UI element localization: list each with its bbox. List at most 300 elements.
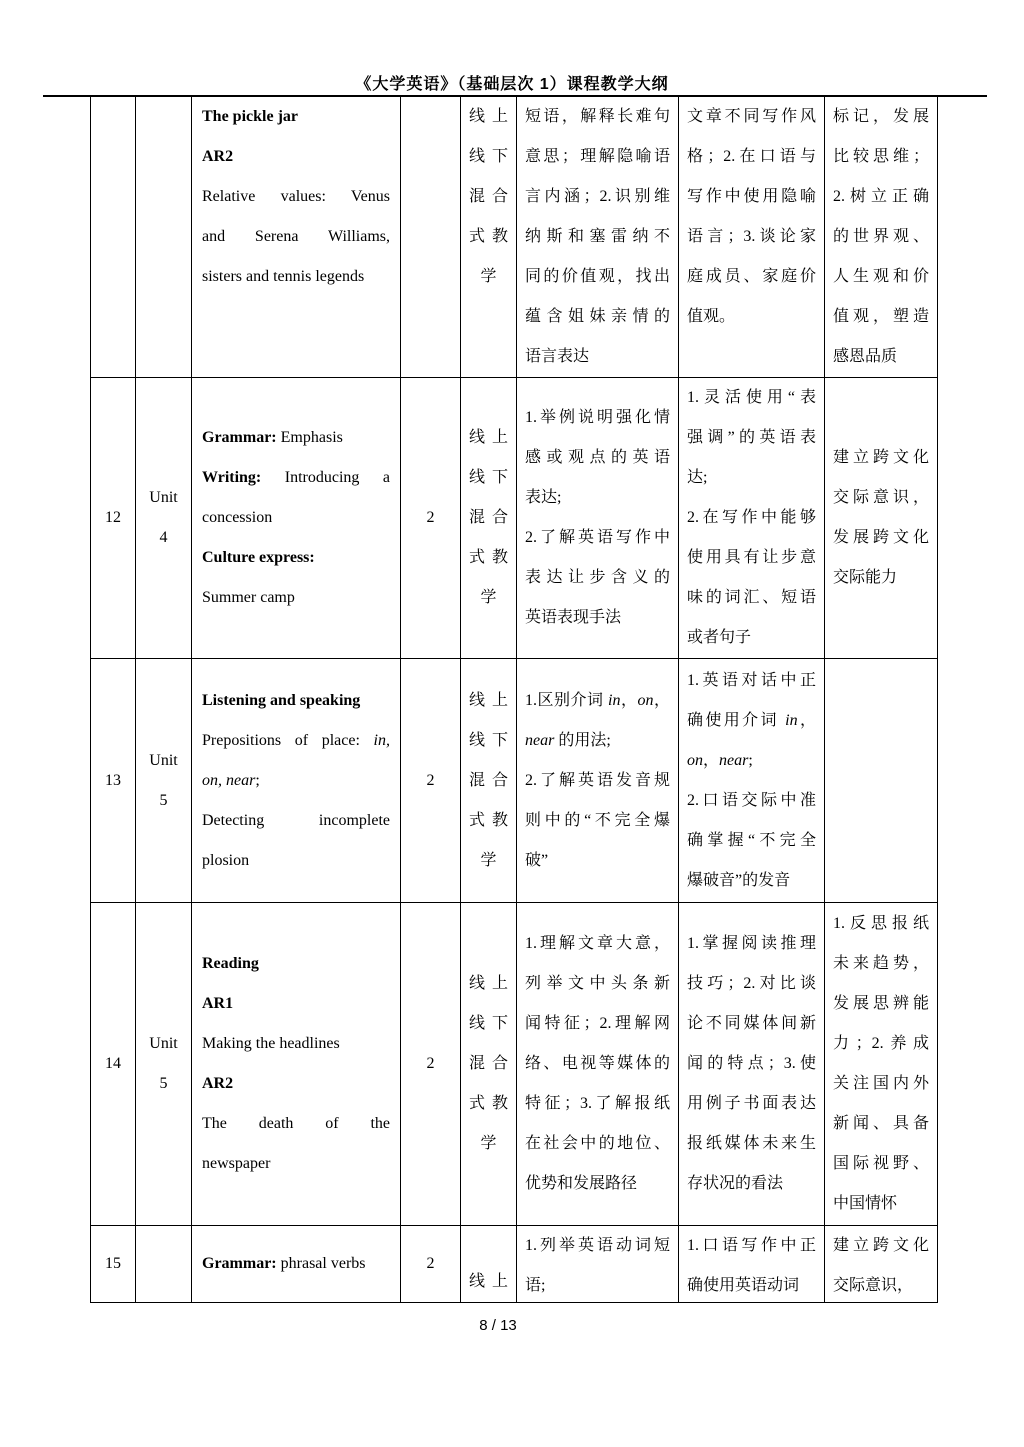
- text-run: 发展跨文化: [833, 529, 929, 546]
- text-run: on: [687, 751, 703, 769]
- text-run: 混合: [469, 1055, 508, 1072]
- text-line: [833, 944, 929, 984]
- text-run: near: [719, 751, 749, 769]
- text-run: 学: [480, 589, 497, 606]
- cell-content: [192, 378, 401, 659]
- text-run: 1.掌握阅读推理: [687, 935, 816, 952]
- text-run: 2: [426, 1255, 435, 1272]
- text-run: 使用具有让步意: [687, 549, 816, 566]
- page-title: 《大学英语》（基础层次 1）课程教学大纲: [355, 76, 669, 93]
- cell-objective-1: [517, 1226, 679, 1303]
- text-line: [202, 217, 390, 257]
- text-run: 格；2.在口语与: [687, 148, 816, 165]
- text-run: 5: [159, 791, 168, 809]
- cell-objective-2: [679, 97, 825, 378]
- text-line: [687, 661, 816, 701]
- text-run: 用例子书面表达: [687, 1095, 816, 1112]
- text-line: [469, 801, 508, 841]
- text-run: 技巧；2.对比谈: [687, 975, 816, 992]
- text-run: 纳斯和塞雷纳不: [525, 228, 670, 245]
- text-run: 语言；3.谈论家: [687, 228, 816, 245]
- text-line: [833, 97, 929, 137]
- text-line: [202, 257, 390, 297]
- text-run: 标记，发展: [833, 108, 929, 125]
- text-run: 2.在写作中能够: [687, 509, 816, 526]
- text-run: Relative values: Venus: [202, 188, 390, 205]
- text-run: 确掌握“不完全: [687, 831, 816, 849]
- text-line: [687, 1226, 816, 1266]
- text-run: 建立跨文化: [833, 1237, 929, 1254]
- text-line: [469, 681, 508, 721]
- text-run: 混合: [469, 771, 508, 789]
- cell-teaching-method: [461, 659, 517, 903]
- text-line: [525, 841, 670, 881]
- cell-row-number: [91, 1226, 136, 1303]
- text-run: 值观，塑造: [833, 308, 929, 325]
- cell-row-number: [91, 659, 136, 903]
- text-line: [687, 1266, 816, 1302]
- text-line: [144, 518, 183, 558]
- text-run: The pickle jar: [202, 108, 298, 125]
- cell-objective-1: [517, 97, 679, 378]
- text-run: 达;: [687, 469, 708, 486]
- text-run: ，: [703, 751, 720, 769]
- cell-objective-2: [679, 659, 825, 903]
- text-line: [833, 1104, 929, 1144]
- text-line: [833, 1226, 929, 1266]
- text-run: 2: [426, 771, 435, 789]
- text-line: [833, 177, 929, 217]
- cell-unit: [136, 903, 192, 1226]
- text-run: 闻特征；2.理解网: [525, 1015, 670, 1032]
- text-run: newspaper: [202, 1155, 271, 1172]
- text-run: AR2: [202, 148, 234, 165]
- text-run: 列举文中头条新: [525, 975, 670, 992]
- text-line: [525, 97, 670, 137]
- cell-objective-2: [679, 378, 825, 659]
- text-run: 络、电视等媒体的: [525, 1055, 670, 1072]
- table-row: [91, 97, 938, 378]
- cell-unit: [136, 378, 192, 659]
- text-run: 式教: [469, 1095, 508, 1112]
- text-line: [687, 97, 816, 137]
- text-line: [687, 741, 816, 781]
- text-run: Summer camp: [202, 589, 295, 606]
- text-run: 建立跨文化: [833, 449, 929, 466]
- text-line: [469, 1084, 508, 1124]
- cell-row-number: [91, 903, 136, 1226]
- text-run: 爆破音”的发音: [687, 871, 791, 889]
- text-line: [144, 741, 183, 781]
- text-line: [202, 458, 390, 498]
- cell-unit: [136, 659, 192, 903]
- text-line: [525, 478, 670, 518]
- text-line: [469, 841, 508, 881]
- text-run: 新闻、具备: [833, 1115, 929, 1132]
- text-line: [469, 498, 508, 538]
- text-run: Grammar:: [202, 429, 277, 446]
- text-run: 中国情怀: [833, 1195, 898, 1212]
- text-line: [202, 1244, 390, 1284]
- text-line: [525, 177, 670, 217]
- text-line: [202, 498, 390, 538]
- text-run: 2.了解英语写作中: [525, 529, 670, 546]
- text-run: 2: [426, 509, 435, 526]
- text-run: 5: [159, 1075, 168, 1092]
- text-line: [202, 1104, 390, 1144]
- text-run: 报纸媒体未来生: [687, 1135, 816, 1152]
- text-run: 闻的特点；3.使: [687, 1055, 816, 1072]
- text-line: [525, 398, 670, 438]
- text-run: 线下: [469, 1015, 508, 1032]
- text-line: [99, 761, 127, 801]
- cell-teaching-method: [461, 97, 517, 378]
- text-run: Reading: [202, 955, 259, 972]
- text-line: [144, 1064, 183, 1104]
- text-line: [525, 438, 670, 478]
- text-line: [687, 1084, 816, 1124]
- text-line: [833, 518, 929, 558]
- text-line: [525, 801, 670, 841]
- text-run: 混合: [469, 188, 508, 205]
- text-line: [687, 297, 816, 337]
- text-line: [202, 944, 390, 984]
- text-line: [202, 721, 390, 761]
- cell-objective-1: [517, 659, 679, 903]
- cell-objective-1: [517, 378, 679, 659]
- text-line: [833, 1184, 929, 1224]
- text-run: 表达让步含义的: [525, 569, 670, 586]
- text-line: [99, 1044, 127, 1084]
- text-run: 发展思辨能: [833, 995, 929, 1012]
- text-run: 特征；3.了解报纸: [525, 1095, 670, 1112]
- text-run: 人生观和价: [833, 268, 929, 285]
- text-run: Introducing a: [261, 469, 390, 486]
- text-run: 在社会中的地位、: [525, 1135, 670, 1152]
- text-run: 线下: [469, 469, 508, 486]
- text-run: 1.灵活使用“表: [687, 389, 816, 406]
- text-run: 线上: [469, 429, 508, 446]
- text-run: 1.举例说明强化情: [525, 409, 670, 426]
- text-run: 语言表达: [525, 348, 590, 365]
- text-run: Grammar:: [202, 1255, 277, 1272]
- cell-objective-3: [825, 903, 938, 1226]
- text-run: 1.反思报纸: [833, 915, 929, 932]
- cell-content: [192, 903, 401, 1226]
- text-line: [687, 618, 816, 658]
- page-number: 8 / 13: [479, 1317, 517, 1334]
- text-line: [833, 1144, 929, 1184]
- text-line: [469, 1004, 508, 1044]
- text-run: AR2: [202, 1075, 234, 1092]
- text-line: [687, 378, 816, 418]
- text-run: 感或观点的英语: [525, 449, 670, 466]
- cell-hours: [401, 1226, 461, 1303]
- cell-unit: [136, 97, 192, 378]
- text-line: [833, 297, 929, 337]
- text-run: 庭成员、家庭价: [687, 268, 816, 285]
- text-run: 的用法;: [554, 731, 611, 749]
- text-run: Listening and speaking: [202, 691, 361, 709]
- text-run: 13: [105, 771, 121, 789]
- text-run: 或者句子: [687, 629, 752, 646]
- cell-teaching-method: [461, 903, 517, 1226]
- text-run: 线上: [469, 1273, 508, 1290]
- text-run: 力；2.养成: [833, 1035, 929, 1052]
- text-line: [833, 1064, 929, 1104]
- text-run: ;: [255, 771, 260, 789]
- text-line: [687, 781, 816, 821]
- text-line: [525, 337, 670, 377]
- text-run: 线下: [469, 731, 508, 749]
- text-line: [525, 964, 670, 1004]
- text-line: [687, 1004, 816, 1044]
- cell-objective-3: [825, 659, 938, 903]
- text-line: [525, 558, 670, 598]
- text-line: [525, 761, 670, 801]
- cell-teaching-method: [461, 378, 517, 659]
- text-line: [409, 1044, 452, 1084]
- text-run: ，: [653, 691, 670, 709]
- cell-objective-2: [679, 1226, 825, 1303]
- text-line: [833, 257, 929, 297]
- text-run: 的世界观、: [833, 228, 929, 245]
- text-line: [469, 97, 508, 137]
- text-run: 强调”的英语表: [687, 429, 816, 446]
- text-run: in: [608, 691, 621, 709]
- text-run: Detecting incomplete: [202, 811, 390, 829]
- cell-hours: [401, 378, 461, 659]
- text-line: [833, 984, 929, 1024]
- text-line: [687, 821, 816, 861]
- text-run: 12: [105, 509, 121, 526]
- text-line: [144, 781, 183, 821]
- text-line: [525, 721, 670, 761]
- text-line: [687, 578, 816, 618]
- text-run: concession: [202, 509, 273, 526]
- syllabus-table-body: [91, 97, 938, 1303]
- text-run: 2: [426, 1055, 435, 1072]
- text-run: plosion: [202, 851, 250, 869]
- text-run: 破”: [525, 851, 549, 869]
- text-run: 优势和发展路径: [525, 1175, 638, 1192]
- text-line: [202, 681, 390, 721]
- text-run: 1.口语写作中正: [687, 1237, 816, 1254]
- cell-unit: [136, 1226, 192, 1303]
- text-line: [687, 458, 816, 498]
- text-line: [469, 418, 508, 458]
- text-line: [202, 578, 390, 618]
- text-line: [687, 701, 816, 741]
- text-line: [469, 177, 508, 217]
- text-run: and Serena Williams,: [202, 228, 390, 245]
- cell-content: [192, 97, 401, 378]
- text-line: [469, 721, 508, 761]
- text-line: [202, 801, 390, 841]
- text-line: [202, 1064, 390, 1104]
- text-run: 存状况的看法: [687, 1175, 784, 1192]
- text-line: [469, 217, 508, 257]
- text-line: [525, 1226, 670, 1266]
- text-run: 1.理解文章大意，: [525, 935, 670, 952]
- text-run: 1.列举英语动词短: [525, 1237, 670, 1254]
- text-line: [687, 177, 816, 217]
- text-line: [144, 1024, 183, 1064]
- text-line: [687, 257, 816, 297]
- text-run: on, near: [202, 771, 256, 789]
- text-run: 式教: [469, 549, 508, 566]
- text-run: 1.英语对话中正: [687, 671, 816, 689]
- text-run: 2.了解英语发音规: [525, 771, 670, 789]
- text-line: [687, 1164, 816, 1204]
- text-run: 感恩品质: [833, 348, 898, 365]
- text-run: 英语表现手法: [525, 609, 622, 626]
- text-run: AR1: [202, 995, 234, 1012]
- text-run: Culture express:: [202, 549, 315, 566]
- text-line: [833, 1266, 929, 1302]
- text-line: [202, 418, 390, 458]
- cell-content: [192, 1226, 401, 1303]
- text-line: [687, 418, 816, 458]
- text-run: 交际意识，: [833, 1277, 914, 1294]
- text-line: [202, 841, 390, 881]
- text-line: [469, 1262, 508, 1302]
- text-run: 国际视野、: [833, 1155, 929, 1172]
- text-run: 式教: [469, 811, 508, 829]
- text-line: [469, 137, 508, 177]
- cell-objective-3: [825, 97, 938, 378]
- text-run: 4: [159, 529, 168, 546]
- text-line: [525, 924, 670, 964]
- text-line: [687, 137, 816, 177]
- text-run: 学: [480, 851, 497, 869]
- text-run: 混合: [469, 509, 508, 526]
- cell-objective-3: [825, 1226, 938, 1303]
- text-run: ，: [797, 711, 816, 729]
- text-line: [99, 498, 127, 538]
- text-run: The death of the: [202, 1115, 390, 1132]
- text-run: 14: [105, 1055, 121, 1072]
- syllabus-table: [90, 97, 938, 1303]
- text-line: [409, 498, 452, 538]
- text-line: [202, 1024, 390, 1064]
- text-line: [202, 97, 390, 137]
- text-run: 式教: [469, 228, 508, 245]
- text-line: [469, 964, 508, 1004]
- table-row: [91, 903, 938, 1226]
- text-line: [202, 177, 390, 217]
- text-line: [144, 478, 183, 518]
- text-run: phrasal verbs: [276, 1255, 366, 1272]
- text-run: 同的价值观，找出: [525, 268, 670, 285]
- text-run: sisters and tennis legends: [202, 268, 365, 285]
- cell-hours: [401, 903, 461, 1226]
- text-run: 学: [480, 1135, 497, 1152]
- text-line: [202, 137, 390, 177]
- text-line: [525, 681, 670, 721]
- text-run: 意思；理解隐喻语: [525, 148, 670, 165]
- cell-teaching-method: [461, 1226, 517, 1303]
- text-line: [687, 964, 816, 1004]
- text-line: [525, 1164, 670, 1204]
- cell-objective-3: [825, 378, 938, 659]
- text-line: [469, 578, 508, 618]
- text-run: 未来趋势，: [833, 955, 929, 972]
- text-run: 蕴含姐妹亲情的: [525, 308, 670, 325]
- text-line: [525, 297, 670, 337]
- text-line: [687, 924, 816, 964]
- text-line: [687, 1124, 816, 1164]
- text-line: [202, 984, 390, 1024]
- text-run: 学: [480, 268, 497, 285]
- text-line: [525, 1266, 670, 1302]
- text-run: ;: [748, 751, 753, 769]
- text-line: [687, 538, 816, 578]
- text-run: on: [637, 691, 654, 709]
- table-row: [91, 378, 938, 659]
- text-run: Unit: [149, 751, 178, 769]
- text-line: [202, 1144, 390, 1184]
- text-line: [525, 217, 670, 257]
- text-line: [469, 458, 508, 498]
- text-line: [687, 498, 816, 538]
- text-line: [525, 1044, 670, 1084]
- text-run: 线上: [469, 108, 508, 125]
- text-run: 确使用介词: [687, 711, 786, 729]
- text-run: ，: [620, 691, 638, 709]
- text-run: Emphasis: [276, 429, 343, 446]
- text-run: 言内涵；2.识别维: [525, 188, 670, 205]
- text-run: 2.口语交际中准: [687, 791, 816, 809]
- text-line: [525, 1004, 670, 1044]
- table-row: [91, 1226, 938, 1303]
- cell-objective-1: [517, 903, 679, 1226]
- text-run: 交际能力: [833, 569, 898, 586]
- text-line: [525, 518, 670, 558]
- text-run: 比较思维；: [833, 148, 929, 165]
- cell-row-number: [91, 378, 136, 659]
- text-run: 语;: [525, 1277, 546, 1294]
- text-run: 论不同媒体间新: [687, 1015, 816, 1032]
- text-run: 表达;: [525, 489, 562, 506]
- text-line: [202, 538, 390, 578]
- text-line: [833, 558, 929, 598]
- text-run: near: [525, 731, 555, 749]
- text-run: 确使用英语动词: [687, 1277, 800, 1294]
- text-run: Making the headlines: [202, 1035, 340, 1052]
- table-row: [91, 659, 938, 903]
- text-run: Writing:: [202, 469, 262, 486]
- text-line: [833, 137, 929, 177]
- text-line: [409, 1244, 452, 1284]
- text-run: 1.区别介词: [525, 691, 609, 709]
- text-line: [833, 438, 929, 478]
- text-line: [99, 1244, 127, 1284]
- text-run: in,: [373, 731, 390, 749]
- text-run: 值观。: [687, 308, 736, 325]
- text-line: [687, 861, 816, 901]
- cell-content: [192, 659, 401, 903]
- text-line: [469, 1044, 508, 1084]
- cell-objective-2: [679, 903, 825, 1226]
- text-run: 则中的“不完全爆: [525, 811, 670, 829]
- text-line: [525, 137, 670, 177]
- text-run: 交际意识，: [833, 489, 929, 506]
- text-line: [687, 217, 816, 257]
- text-run: 关注国内外: [833, 1075, 929, 1092]
- text-run: 味的词汇、短语: [687, 589, 816, 606]
- text-line: [833, 478, 929, 518]
